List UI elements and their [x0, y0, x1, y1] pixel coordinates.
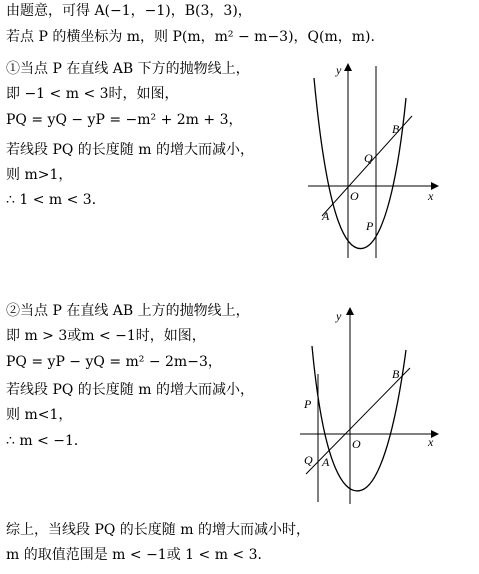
- case1-result: ∴ 1 < m < 3．: [6, 192, 106, 208]
- intro-line-2: 若点 P 的横坐标为 m，则 P(m，m² − m−3)，Q(m，m).: [6, 29, 375, 45]
- case2-then: 则 m<1，: [6, 407, 73, 423]
- fig2-label-x: x: [428, 435, 434, 449]
- fig1-label-a: A: [322, 209, 330, 223]
- conclusion-line-2: m 的取值范围是 m < −1或 1 < m < 3．: [6, 547, 272, 563]
- intro-line-1: 由题意，可得 A(−1，−1)，B(3，3)，: [6, 3, 252, 19]
- fig2-label-p: P: [304, 397, 312, 411]
- fig1-label-b: B: [392, 122, 400, 136]
- fig1-label-y: y: [336, 63, 342, 77]
- fig1-label-p: P: [366, 219, 374, 233]
- case1-condition: 即 −1 < m < 3时，如图，: [6, 86, 179, 102]
- figure-case2: [296, 304, 446, 514]
- conclusion-line-1: 综上，当线段 PQ 的长度随 m 的增大而减小时，: [6, 522, 310, 538]
- fig2-label-y: y: [336, 309, 342, 323]
- case1-reason: 若线段 PQ 的长度随 m 的增大而减小，: [6, 142, 254, 158]
- fig1-label-q: Q: [364, 151, 373, 165]
- figure-case1: [300, 58, 450, 268]
- case2-formula: PQ = yP − yQ = m² − 2m−3，: [6, 354, 222, 370]
- case2-heading: ②当点 P 在直线 AB 上方的抛物线上，: [6, 303, 250, 319]
- fig2-label-origin: O: [352, 437, 361, 451]
- fig2-label-q: Q: [304, 453, 313, 467]
- fig1-label-x: x: [428, 189, 434, 203]
- case1-then: 则 m>1，: [6, 167, 73, 183]
- case2-reason: 若线段 PQ 的长度随 m 的增大而减小，: [6, 382, 254, 398]
- fig2-label-a: A: [322, 455, 330, 469]
- case2-condition: 即 m > 3或m < −1时，如图，: [6, 328, 206, 344]
- case1-heading: ①当点 P 在直线 AB 下方的抛物线上，: [6, 61, 250, 77]
- fig1-label-origin: O: [350, 189, 359, 203]
- case2-result: ∴ m < −1．: [6, 433, 88, 449]
- fig2-label-b: B: [392, 367, 400, 381]
- case1-formula: PQ = yQ − yP = −m² + 2m + 3，: [6, 112, 243, 128]
